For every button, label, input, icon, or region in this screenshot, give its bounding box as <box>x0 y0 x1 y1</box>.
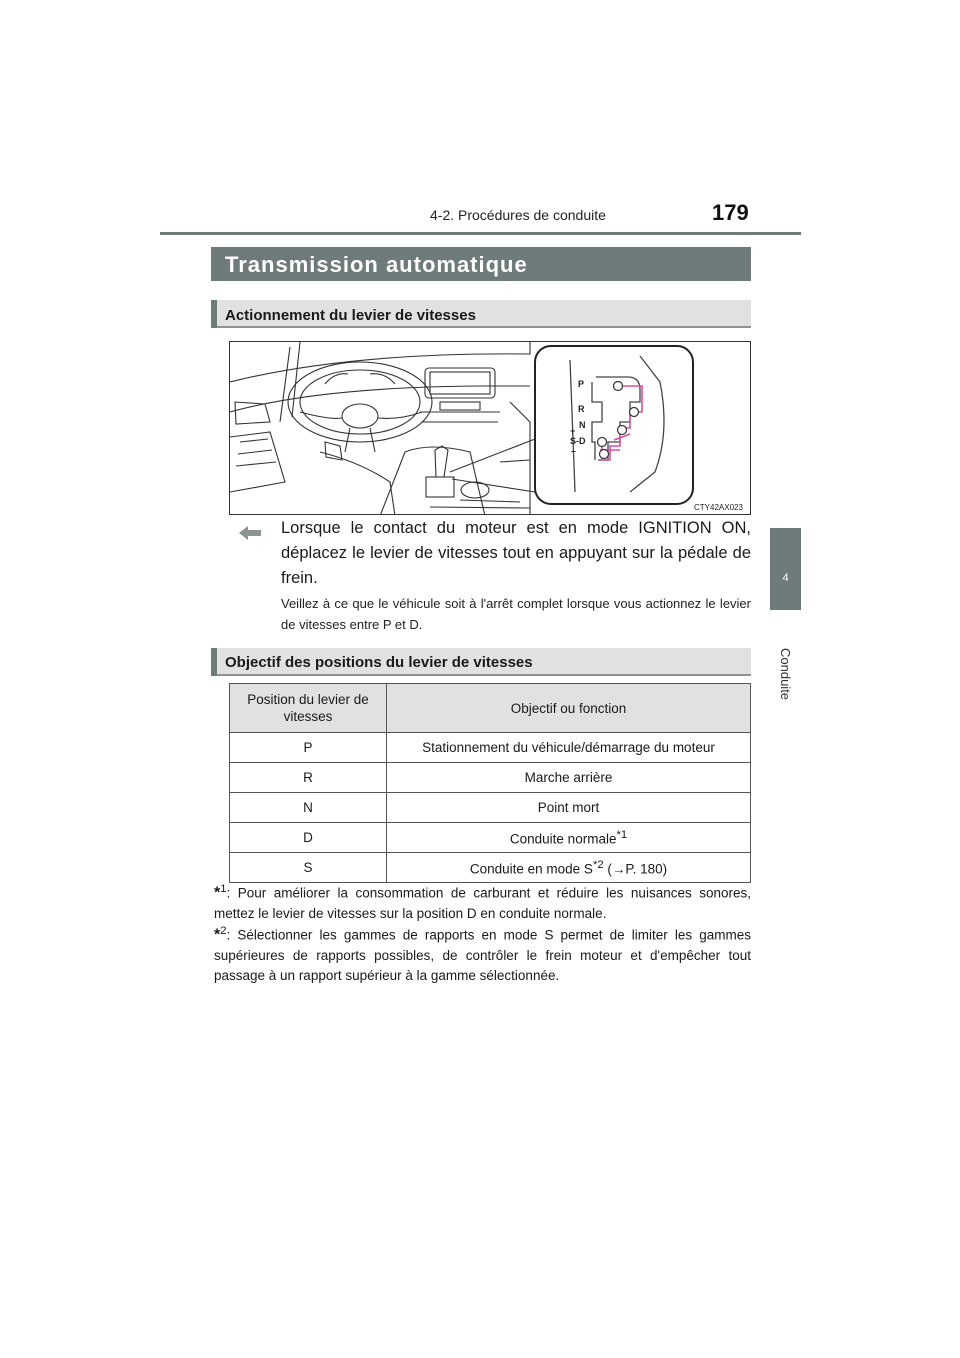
chapter-label: Conduite <box>778 648 793 701</box>
page-number: 179 <box>712 200 749 225</box>
page-reference: (→P. 180) <box>603 861 668 877</box>
function-text: Stationnement du véhicule/démarrage du moteur <box>422 740 715 755</box>
shift-lever-illustration <box>229 341 751 515</box>
function-cell <box>387 793 751 823</box>
gate-label-r: R <box>578 404 585 414</box>
footnote-2 <box>214 921 751 986</box>
table-row <box>230 733 751 763</box>
gate-label-n: N <box>579 420 586 430</box>
function-cell <box>387 733 751 763</box>
chapter-number: 4 <box>782 572 789 584</box>
section-heading-accent <box>211 300 217 328</box>
shift-positions-table <box>229 683 751 883</box>
table-row <box>230 793 751 823</box>
column-header-position: Position du levier de vitesses <box>230 684 387 733</box>
left-arrow-icon <box>239 526 261 545</box>
page-title: Transmission automatique <box>225 252 528 277</box>
footnote-text: : Pour améliorer la consommation de carburant et réduire les nuisances sonores, mettez le levier de vitesses sur la position D en conduite normale. <box>214 885 751 921</box>
footnote-mark: * <box>214 884 221 902</box>
figure-code: CTY42AX023 <box>694 503 743 512</box>
table-row <box>230 763 751 793</box>
position-cell: D <box>230 823 387 853</box>
gate-label-minus: – <box>571 446 577 456</box>
function-cell <box>387 823 751 853</box>
column-header-function: Objectif ou fonction <box>387 684 751 733</box>
position-cell: R <box>230 763 387 793</box>
position-cell: S <box>230 853 387 883</box>
table-row <box>230 823 751 853</box>
instruction-text: Lorsque le contact du moteur est en mode IGNITION ON, déplacez le levier de vitesses tout en appuyant sur la pédale de frein. <box>281 519 751 587</box>
dashboard-drawing <box>230 342 751 515</box>
gate-label-sd: S-D <box>570 436 586 446</box>
footnote-1 <box>214 879 751 924</box>
chapter-tab <box>770 528 801 610</box>
section-heading-accent <box>211 648 217 676</box>
section-heading-positions: Objectif des positions du levier de vitesses <box>225 654 533 671</box>
footnote-mark: * <box>214 926 221 944</box>
function-text: Conduite en mode S <box>469 861 593 877</box>
header-rule <box>160 232 801 235</box>
function-text: Marche arrière <box>524 770 613 785</box>
running-header-section: 4-2. Procédures de conduite <box>430 207 606 223</box>
function-text: Conduite normale <box>509 831 617 847</box>
footnote-ref: *1 <box>616 828 628 841</box>
table-header-row <box>230 684 751 733</box>
instruction-note: Veillez à ce que le véhicule soit à l'arrêt complet lorsque vous actionnez le levier de vitesses entre P et D. <box>281 596 751 632</box>
section-heading-shift-operation: Actionnement du levier de vitesses <box>225 307 476 324</box>
gate-label-p: P <box>578 379 585 389</box>
footnote-text: : Sélectionner les gammes de rapports en mode S permet de limiter les gammes supérieures de rapports possibles, de contrôler le frein moteur et d'empêcher tout passage à un rapport supérieur à la gamme sélectionnée. <box>214 927 751 983</box>
footnote-ref: *2 <box>592 858 604 871</box>
table-row <box>230 853 751 883</box>
footnote-number: 2 <box>220 925 227 937</box>
function-cell <box>387 763 751 793</box>
function-cell <box>387 853 751 883</box>
footnote-number: 1 <box>220 883 227 895</box>
gate-label-plus: + <box>570 426 576 436</box>
position-cell: P <box>230 733 387 763</box>
function-text: Point mort <box>537 800 600 815</box>
position-cell: N <box>230 793 387 823</box>
